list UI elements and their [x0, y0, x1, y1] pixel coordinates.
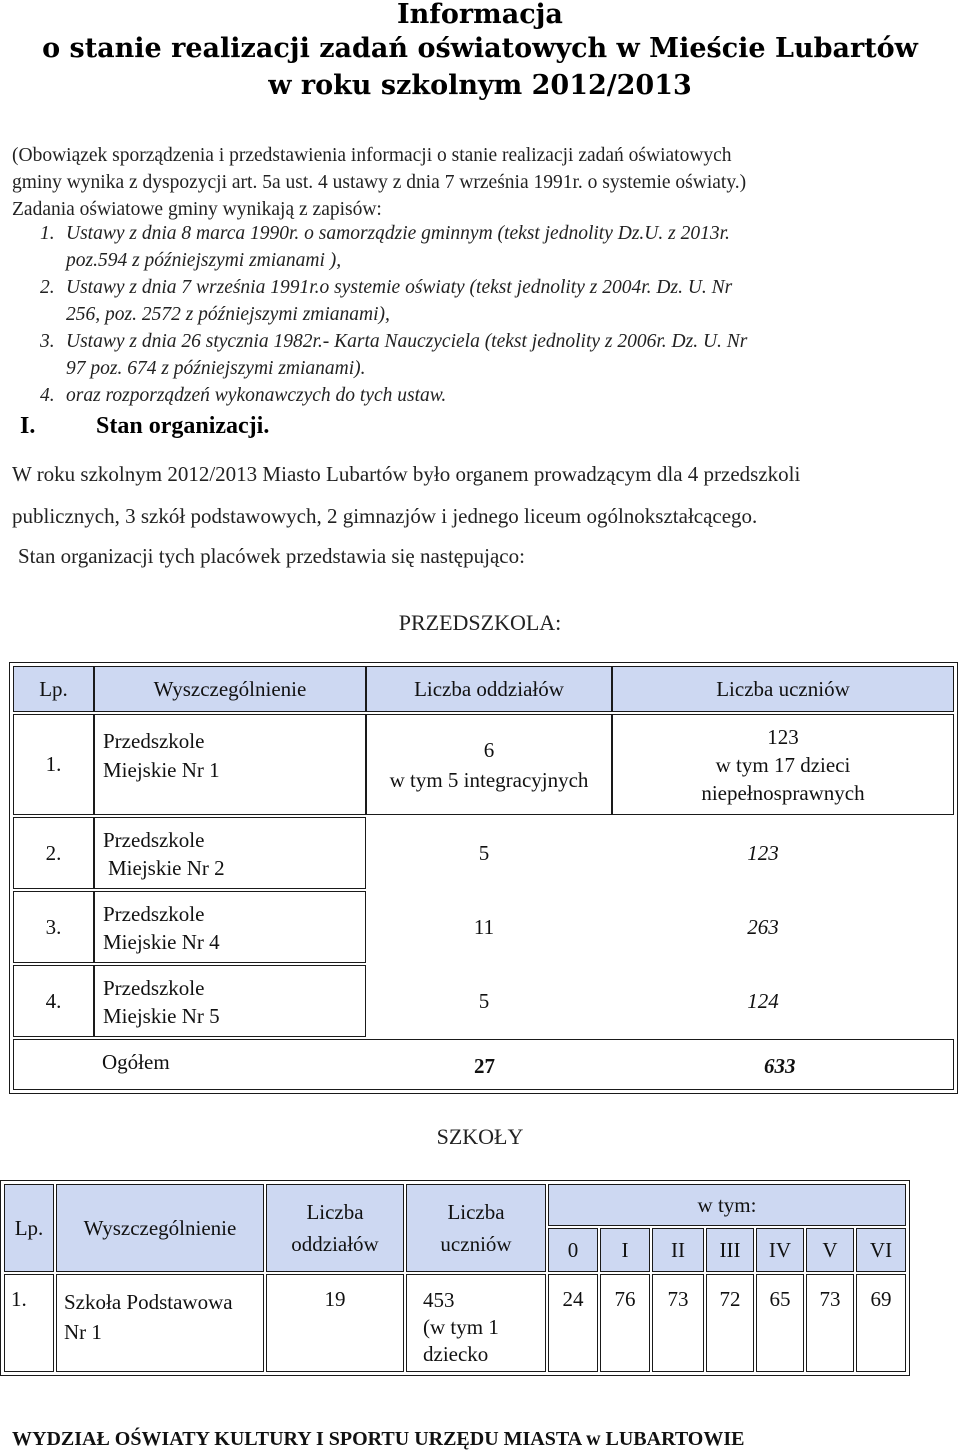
- law-item-3-cont: 97 poz. 674 z późniejszymi zmianami).: [66, 358, 366, 379]
- table-row-lp: 1.: [4, 1274, 54, 1372]
- table-row-units: 6 w tym 5 integracyjnych: [366, 714, 612, 815]
- footer-department: WYDZIAŁ OŚWIATY KULTURY I SPORTU URZĘDU MIASTA w LUBARTOWIE: [12, 1428, 745, 1450]
- grade-header: V: [806, 1228, 854, 1272]
- title-line-1: Informacja: [397, 0, 563, 30]
- schools-col-group: w tym:: [548, 1184, 906, 1226]
- table-row-lp: 1.: [13, 714, 94, 815]
- law-item-4: 4. oraz rozporządzeń wykonawczych do tych ustaw.: [40, 385, 447, 406]
- schools-col-name: Wyszczególnienie: [56, 1184, 264, 1272]
- grade-value: 72: [706, 1274, 754, 1372]
- table-row-name: Szkoła Podstawowa Nr 1: [56, 1274, 264, 1372]
- intro-line-1: (Obowiązek sporządzenia i przedstawienia informacji o stanie realizacji zadań oświatowych: [12, 145, 732, 166]
- intro-line-2: gminy wynika z dyspozycji art. 5a ust. 4 ustawy z dnia 7 września 1991r. o systemie oświaty.): [12, 172, 747, 193]
- grade-header: II: [652, 1228, 704, 1272]
- grade-header: I: [600, 1228, 650, 1272]
- table-row-pupils: 123: [747, 840, 779, 865]
- law-item-2: 2. Ustawy z dnia 7 września 1991r.o systemie oświaty (tekst jednolity z 2004r. Dz. U. Nr: [40, 277, 733, 298]
- grade-header: IV: [756, 1228, 804, 1272]
- grade-value: 69: [856, 1274, 906, 1372]
- table-row-name: Przedszkole Miejskie Nr 5: [94, 965, 366, 1037]
- law-item-3: 3. Ustawy z dnia 26 stycznia 1982r.- Karta Nauczyciela (tekst jednolity z 2006r. Dz. U. Nr: [40, 331, 748, 352]
- table-row-units: 19: [266, 1274, 404, 1372]
- law-item-1-cont: poz.594 z późniejszymi zmianami ),: [66, 250, 342, 271]
- table-row-name: Przedszkole Miejskie Nr 2: [94, 817, 366, 889]
- table-row-pupils: 124: [747, 988, 779, 1013]
- body-line-1: W roku szkolnym 2012/2013 Miasto Lubartów było organem prowadzącym dla 4 przedszkoli: [12, 462, 801, 486]
- intro-line-3: Zadania oświatowe gminy wynikają z zapisów:: [12, 199, 382, 220]
- table-row-units: 11: [473, 914, 495, 939]
- grade-value: 73: [806, 1274, 854, 1372]
- preschools-col-pupils: Liczba uczniów: [612, 666, 954, 712]
- preschools-col-units: Liczba oddziałów: [366, 666, 612, 712]
- preschools-col-name: Wyszczególnienie: [94, 666, 366, 712]
- title-line-2: o stanie realizacji zadań oświatowych w Mieście Lubartów: [42, 33, 918, 64]
- total-label: Ogółem: [102, 1050, 170, 1074]
- table-row-units: 5: [478, 988, 490, 1013]
- schools-col-lp: Lp.: [4, 1184, 54, 1272]
- grade-header: III: [706, 1228, 754, 1272]
- grade-value: 65: [756, 1274, 804, 1372]
- schools-col-units: Liczba oddziałów: [266, 1184, 404, 1272]
- total-pupils: 633: [764, 1054, 796, 1078]
- grade-value: 24: [548, 1274, 598, 1372]
- table-row-name: Przedszkole Miejskie Nr 4: [94, 891, 366, 963]
- total-units: 27: [474, 1054, 495, 1078]
- table-row-name: Przedszkole Miejskie Nr 1: [94, 714, 366, 815]
- table-row-pupils: 263: [747, 914, 779, 939]
- title-line-3: w roku szkolnym 2012/2013: [268, 70, 692, 101]
- body-line-3: Stan organizacji tych placówek przedstawia się następująco:: [18, 544, 525, 568]
- body-line-2: publicznych, 3 szkół podstawowych, 2 gimnazjów i jednego liceum ogólnokształcącego.: [12, 504, 758, 528]
- preschools-heading: PRZEDSZKOLA:: [398, 610, 562, 635]
- table-row-units: 5: [478, 840, 490, 865]
- schools-heading: SZKOŁY: [436, 1124, 524, 1149]
- table-row-lp: 2.: [13, 817, 94, 889]
- section-heading: I. Stan organizacji.: [20, 413, 270, 439]
- table-row-lp: 4.: [13, 965, 94, 1037]
- grade-value: 76: [600, 1274, 650, 1372]
- grade-header: 0: [548, 1228, 598, 1272]
- schools-col-pupils: Liczba uczniów: [406, 1184, 546, 1272]
- grade-value: 73: [652, 1274, 704, 1372]
- law-item-2-cont: 256, poz. 2572 z późniejszymi zmianami),: [66, 304, 390, 325]
- table-row-pupils: 453 (w tym 1 dziecko: [406, 1274, 546, 1372]
- preschools-col-lp: Lp.: [13, 666, 94, 712]
- grade-header: VI: [856, 1228, 906, 1272]
- law-item-1: 1. Ustawy z dnia 8 marca 1990r. o samorządzie gminnym (tekst jednolity Dz.U. z 2013r.: [40, 223, 730, 244]
- table-row-pupils: 123 w tym 17 dzieci niepełnosprawnych: [612, 714, 954, 815]
- table-row-lp: 3.: [13, 891, 94, 963]
